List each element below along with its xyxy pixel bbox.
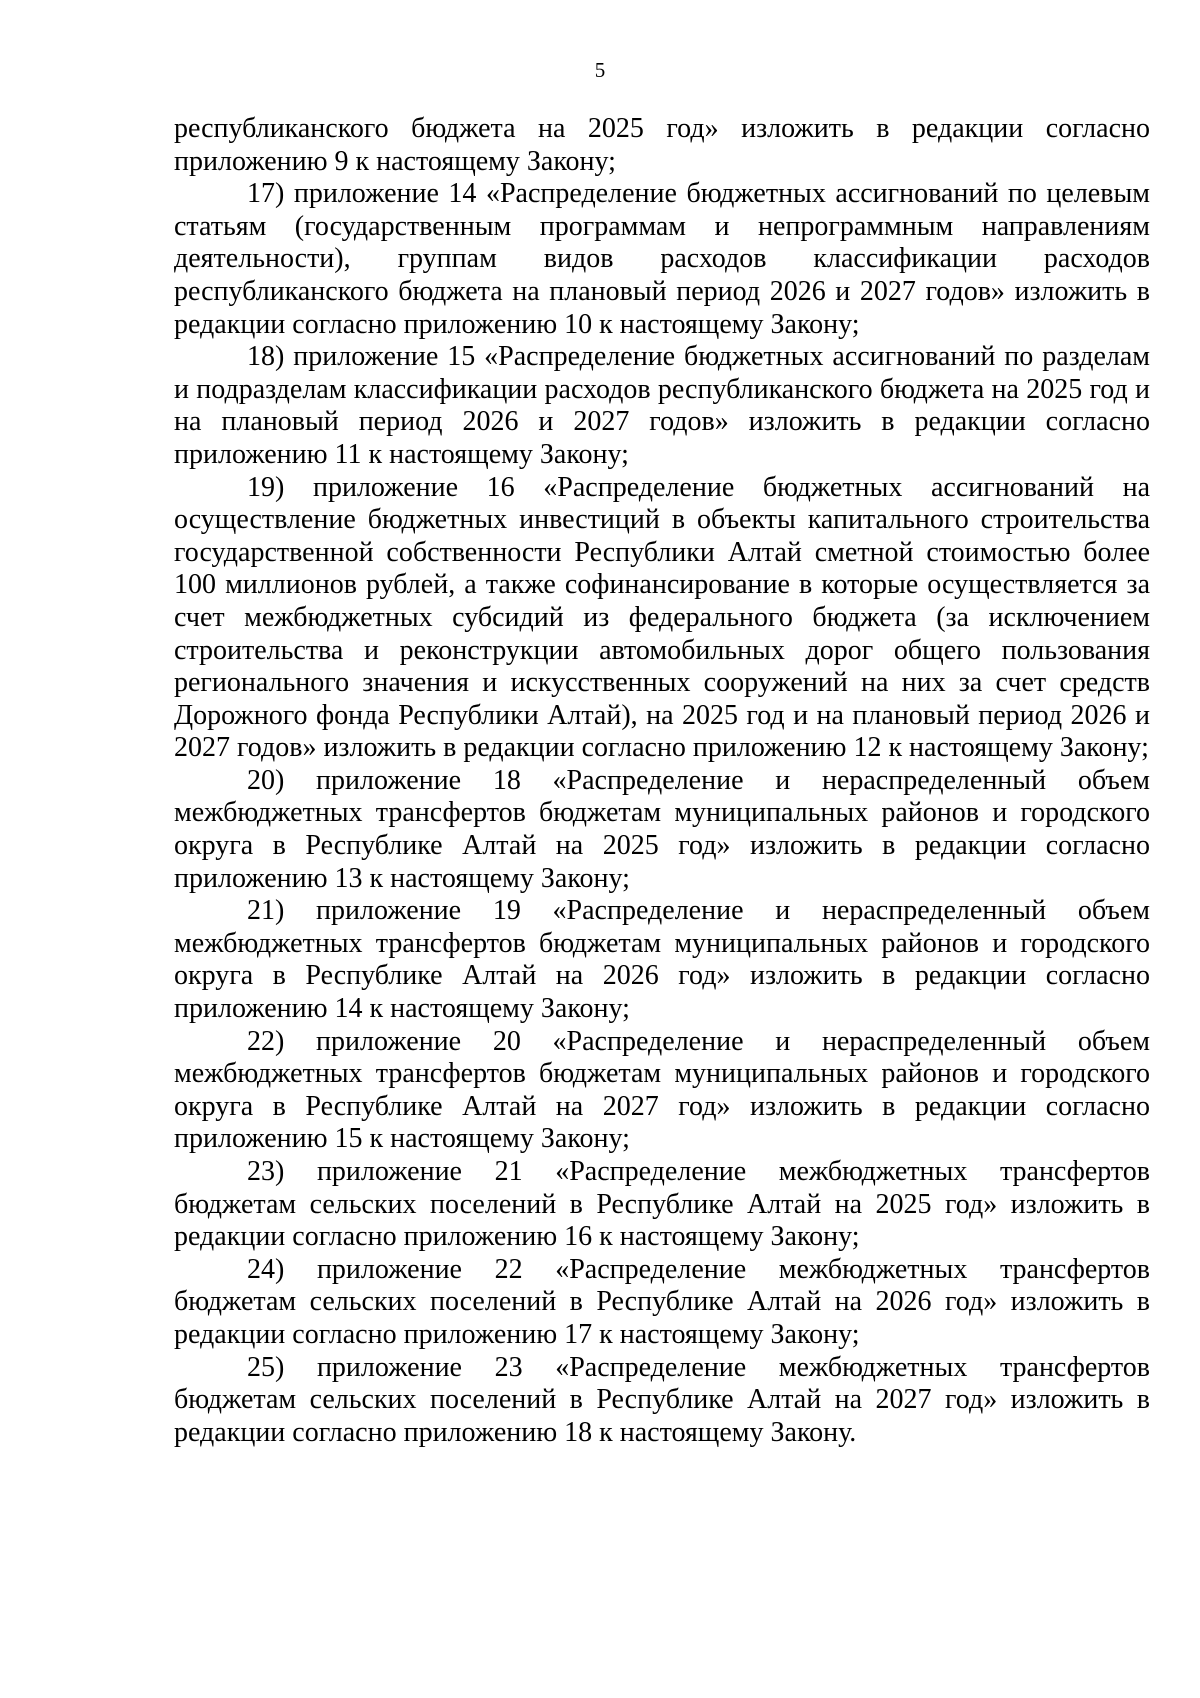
paragraph-continuation: республиканского бюджета на 2025 год» изложить в редакции согласно приложению 9 к настоящему Закону; bbox=[174, 113, 1150, 177]
paragraph-item-23: 23) приложение 21 «Распределение межбюджетных трансфертов бюджетам сельских поселений в Республике Алтай на 2025 год» изложить в редакции согласно приложению 16 к настоящему Закону; bbox=[174, 1156, 1150, 1253]
page-number: 5 bbox=[594, 58, 606, 82]
paragraph-item-25: 25) приложение 23 «Распределение межбюджетных трансфертов бюджетам сельских поселений в Республике Алтай на 2027 год» изложить в редакции согласно приложению 18 к настоящему Закону. bbox=[174, 1351, 1150, 1448]
paragraph-item-19: 19) приложение 16 «Распределение бюджетных ассигнований на осуществление бюджетных инвестиций в объекты капитального строительства государственной собственности Республики Алтай сметной стоимостью более 100 миллионов рублей, а также софинансирование в которые осуществляется за счет межбюджетных субсидий из федерального бюджета (за исключением строительства и реконструкции автомобильных дорог общего пользования регионального значения и искусственных сооружений на них за счет средств Дорожного фонда Республики Алтай), на 2025 год и на плановый период 2026 и 2027 годов» изложить в редакции согласно приложению 12 к настоящему Закону; bbox=[174, 471, 1150, 764]
paragraph-item-21: 21) приложение 19 «Распределение и нераспределенный объем межбюджетных трансфертов бюджетам муниципальных районов и городского округа в Республике Алтай на 2026 год» изложить в редакции согласно приложению 14 к настоящему Закону; bbox=[174, 895, 1150, 1025]
paragraph-item-20: 20) приложение 18 «Распределение и нераспределенный объем межбюджетных трансфертов бюджетам муниципальных районов и городского округа в Республике Алтай на 2025 год» изложить в редакции согласно приложению 13 к настоящему Закону; bbox=[174, 764, 1150, 894]
document-body bbox=[174, 113, 1150, 1449]
paragraph-item-17: 17) приложение 14 «Распределение бюджетных ассигнований по целевым статьям (государственным программам и непрограммным направлениям деятельности), группам видов расходов классификации расходов республиканского бюджета на плановый период 2026 и 2027 годов» изложить в редакции согласно приложению 10 к настоящему Закону; bbox=[174, 178, 1150, 340]
paragraph-item-18: 18) приложение 15 «Распределение бюджетных ассигнований по разделам и подразделам классификации расходов республиканского бюджета на 2025 год и на плановый период 2026 и 2027 годов» изложить в редакции согласно приложению 11 к настоящему Закону; bbox=[174, 341, 1150, 470]
paragraph-item-24: 24) приложение 22 «Распределение межбюджетных трансфертов бюджетам сельских поселений в Республике Алтай на 2026 год» изложить в редакции согласно приложению 17 к настоящему Закону; bbox=[174, 1253, 1150, 1350]
paragraph-item-22: 22) приложение 20 «Распределение и нераспределенный объем межбюджетных трансфертов бюджетам муниципальных районов и городского округа в Республике Алтай на 2027 год» изложить в редакции согласно приложению 15 к настоящему Закону; bbox=[174, 1025, 1150, 1155]
